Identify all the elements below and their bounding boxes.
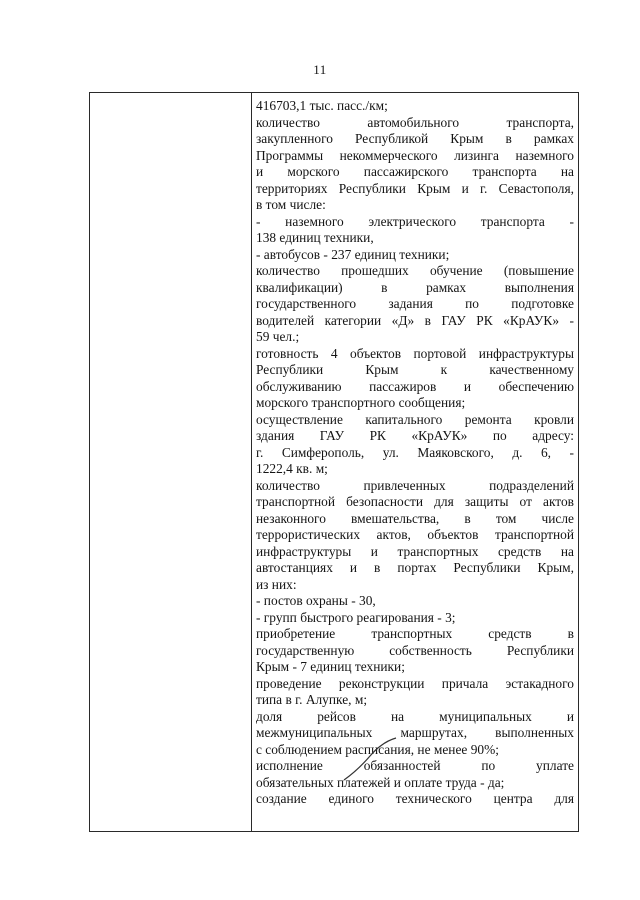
text-line: из них: [256,576,297,592]
text-line: готовность 4 объектов портовой инфраструктуры [256,345,574,361]
text-line: 138 единиц техники, [256,230,374,245]
text-line: закупленного Республикой Крым в рамках [256,131,574,146]
text-line: обслуживанию пассажиров и обеспечению [256,378,574,394]
text-line: транспортной безопасности для защиты от актов [256,494,574,509]
text-line: территориях Республики Крым и г. Севастополя, [256,180,574,196]
column-divider [251,93,252,831]
text-line: здания ГАУ РК «КрАУК» по адресу: [256,428,574,443]
text-line: 59 чел.; [256,329,300,344]
text-line: - постов охраны - 30, [256,593,376,608]
text-line: 416703,1 тыс. пасс./км; [256,98,388,113]
content-table [89,92,579,832]
text-line: инфраструктуры и транспортных средств на [256,543,574,559]
page-number: 11 [313,62,327,77]
text-line: Республики Крым к качественному [256,362,574,377]
table-left-cell [90,93,251,831]
text-line: количество привлеченных подразделений [256,477,574,493]
text-line: - автобусов - 237 единиц техники; [256,246,450,262]
text-line: исполнение обязанностей по уплате [256,758,574,773]
text-line: проведение реконструкции причала эстакадного [256,675,574,691]
text-line: в том числе: [256,197,326,212]
text-line: типа в г. Алупке, м; [256,692,368,707]
text-line: доля рейсов на муниципальных и [256,708,574,724]
text-line: Программы некоммерческого лизинга наземного [256,147,574,163]
text-line: количество автомобильного транспорта, [256,114,574,130]
text-line: морского транспортного сообщения; [256,395,466,410]
text-line: государственного задания по подготовке [256,296,574,311]
text-line: обязательных платежей и оплате труда - да; [256,774,505,790]
text-line: с соблюдением расписания, не менее 90%; [256,741,499,757]
text-line: - групп быстрого реагирования - 3; [256,609,456,625]
text-line: квалификации) в рамках выполнения [256,279,574,295]
text-line: государственную собственность Республики [256,642,574,658]
table-right-cell [256,98,574,831]
text-line: - наземного электрического транспорта - [256,213,574,229]
text-line: приобретение транспортных средств в [256,626,574,641]
text-line: г. Симферополь, ул. Маяковского, д. 6, - [256,444,574,460]
text-line: незаконного вмешательства, в том числе [256,510,574,526]
text-line: создание единого технического центра для [256,791,574,806]
text-line: автостанциях и в портах Республики Крым, [256,560,574,575]
text-line: водителей категории «Д» в ГАУ РК «КрАУК» - [256,312,574,328]
text-line: осуществление капитального ремонта кровли [256,411,574,427]
text-line: и морского пассажирского транспорта на [256,164,574,179]
text-line: террористических актов, объектов транспортной [256,527,574,542]
text-line: Крым - 7 единиц техники; [256,659,405,674]
text-line: 1222,4 кв. м; [256,461,328,476]
text-line: межмуниципальных маршрутах, выполненных [256,725,574,740]
text-line: количество прошедших обучение (повышение [256,263,574,278]
